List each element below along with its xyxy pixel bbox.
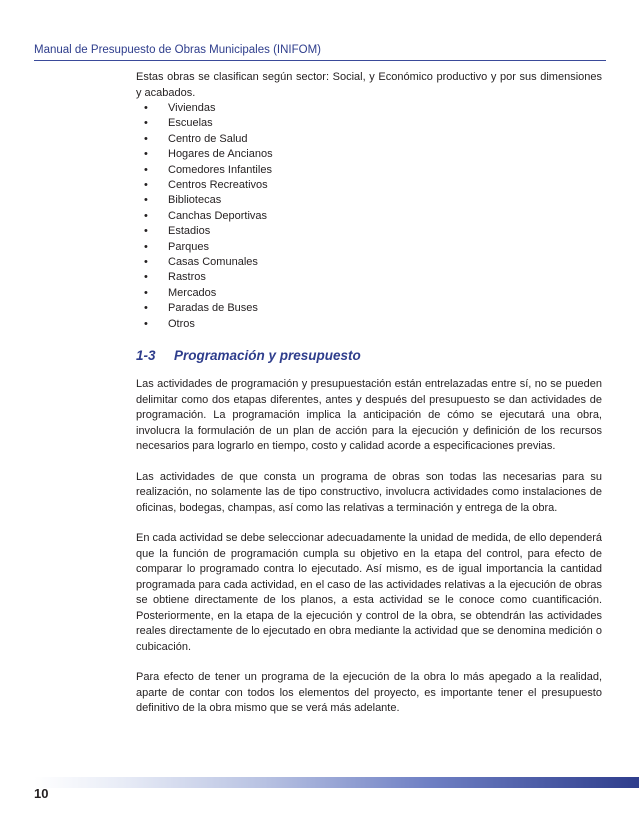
page-body xyxy=(136,70,602,717)
footer-gradient-band xyxy=(34,777,639,788)
list-item xyxy=(136,286,602,301)
list-item xyxy=(136,240,602,255)
list-item-text: Centro de Salud xyxy=(168,132,248,145)
bullet-icon: • xyxy=(144,132,148,145)
list-item xyxy=(136,178,602,193)
body-paragraph: Las actividades de que consta un programa de obras son todas las necesarias para su realización, no solamente las de tipo constructivo, involucra actividades como instalaciones de oficinas, bodegas, champas, así como las relativas a terminación y entrega de la obra. xyxy=(136,470,602,514)
bullet-icon: • xyxy=(144,209,148,222)
list-item-text: Estadios xyxy=(168,225,211,238)
running-header: Manual de Presupuesto de Obras Municipales (INIFOM) xyxy=(34,44,321,56)
paragraph-spacer xyxy=(136,655,602,670)
list-item xyxy=(136,116,602,131)
section-heading xyxy=(136,347,602,365)
list-item-text: Escuelas xyxy=(168,117,213,130)
bullet-icon: • xyxy=(144,163,148,176)
list-item-text: Canchas Deportivas xyxy=(168,209,268,222)
list-item xyxy=(136,270,602,285)
bullet-icon: • xyxy=(144,194,148,207)
bullet-icon: • xyxy=(144,179,148,192)
list-item-text: Bibliotecas xyxy=(168,194,222,207)
body-paragraph: En cada actividad se debe seleccionar adecuadamente la unidad de medida, de ello dependerá que la función de programación cumpla su objetivo en la etapa del control, para efecto de comparar lo programado contra lo ejecutado. Así mismo, es de igual importancia la cantidad programada para cada actividad, en el caso de las actividades relativas a la ejecución de obras se obtiene directamente de los planos, a esta actividad se le conoce como cuantificación. Posteriormente, en la etapa de la ejecución y control de la obra, se obtendrán las actividades reales directamente de lo ejecutado en obra mediante la actividad que se denomina medición o cubicación. xyxy=(136,532,603,653)
list-item xyxy=(136,224,602,239)
bullet-icon: • xyxy=(144,240,148,253)
section-title: Programación y presupuesto xyxy=(174,348,361,364)
list-item xyxy=(136,101,602,116)
body-paragraph: Las actividades de programación y presupuestación están entrelazadas entre sí, no se pueden delimitar como dos etapas diferentes, antes y después del presupuesto se dan actividades de programación. La programación implica la anticipación de cómo se ejecutará una obra, involucra la formulación de un plan de acción para la ejecución y definición de los recursos necesarios para lograrlo en tiempo, costo y calidad acorde a especificaciones previas. xyxy=(136,378,602,453)
list-item-text: Centros Recreativos xyxy=(168,179,268,192)
paragraph-spacer xyxy=(136,516,602,531)
bullet-icon: • xyxy=(144,271,148,284)
list-item-text: Parques xyxy=(168,240,209,253)
list-item xyxy=(136,317,602,332)
list-item xyxy=(136,132,602,147)
bullet-icon: • xyxy=(144,317,148,330)
list-item-text: Rastros xyxy=(168,271,206,284)
list-item xyxy=(136,209,602,224)
paragraph-spacer xyxy=(136,455,602,470)
intro-paragraph: Estas obras se clasifican según sector: Social, y Económico productivo y por sus dimensiones y acabados. xyxy=(136,71,602,99)
section-number: 1-3 xyxy=(136,348,156,364)
body-paragraph: Para efecto de tener un programa de la ejecución de la obra lo más apegado a la realidad, aparte de contar con todos los elementos del proyecto, es importante tener el presupuesto definitivo de la obra mismo que se verá más adelante. xyxy=(136,671,602,715)
list-item xyxy=(136,301,602,316)
list-item xyxy=(136,147,602,162)
list-item-text: Mercados xyxy=(168,286,217,299)
page-number: 10 xyxy=(34,786,49,801)
bullet-icon: • xyxy=(144,102,148,114)
list-item-text: Paradas de Buses xyxy=(168,302,258,315)
bullet-icon: • xyxy=(144,148,148,161)
bullet-icon: • xyxy=(144,117,148,130)
list-item xyxy=(136,193,602,208)
works-list xyxy=(136,101,602,332)
list-item-text: Hogares de Ancianos xyxy=(168,148,273,161)
bullet-icon: • xyxy=(144,302,148,315)
list-item xyxy=(136,255,602,270)
list-item xyxy=(136,163,602,178)
list-item-text: Comedores Infantiles xyxy=(168,163,272,176)
bullet-icon: • xyxy=(144,225,148,238)
header-rule xyxy=(34,60,606,61)
bullet-icon: • xyxy=(144,286,148,299)
list-item-text: Otros xyxy=(168,317,195,330)
bullet-icon: • xyxy=(144,256,148,269)
list-item-text: Casas Comunales xyxy=(168,256,258,269)
list-item-text: Viviendas xyxy=(168,102,216,114)
